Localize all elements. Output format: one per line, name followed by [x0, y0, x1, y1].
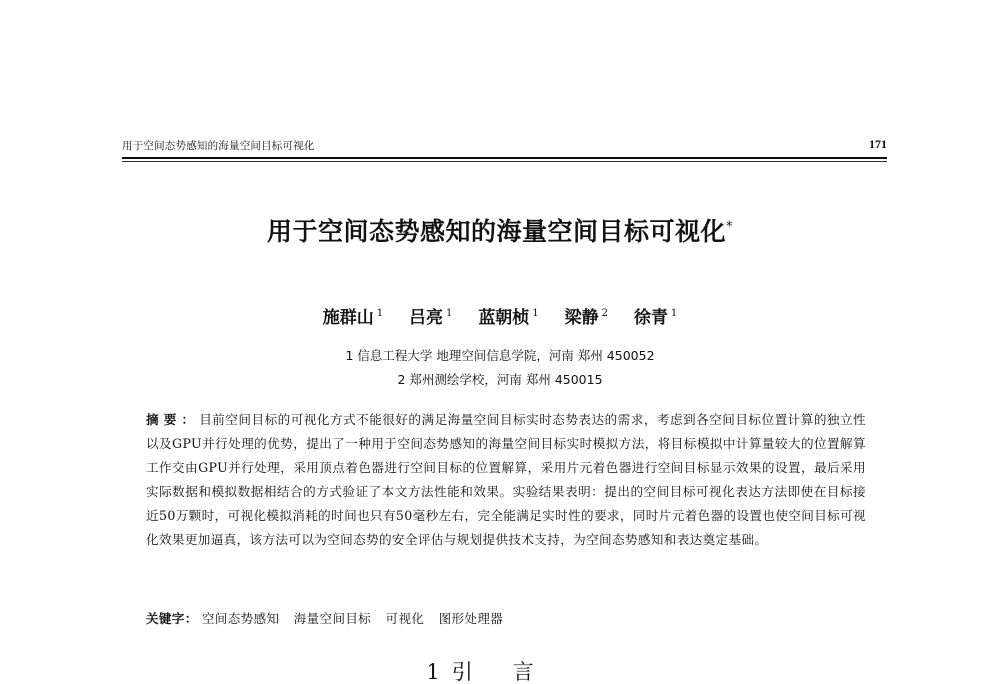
author	[478, 308, 538, 328]
keyword: 图形处理器	[438, 611, 504, 626]
author-affiliation-mark: 1	[446, 308, 453, 320]
author	[323, 308, 383, 328]
affiliation-2: 2 郑州测绘学校，河南 郑州 450015	[397, 372, 603, 387]
header-rule-thin	[122, 161, 887, 162]
keywords	[146, 609, 866, 627]
affiliation-1: 1 信息工程大学 地理空间信息学院，河南 郑州 450052	[345, 348, 655, 363]
abstract-text: 目前空间目标的可视化方式不能很好的满足海量空间目标实时态势表达的需求，考虑到各空间目标位置计算的独立性以及GPU并行处理的优势，提出了一种用于空间态势感知的海量空间目标实时模拟方法，将目标模拟中计算量较大的位置解算工作交由GPU并行处理，采用顶点着色器进行空间目标的位置解算，采用片元着色器进行空间目标显示效果的设置，最后采用实际数据和模拟数据相结合的方式验证了本文方法性能和效果。实验结果表明：提出的空间目标可视化表达方法即使在目标接近50万颗时，可视化模拟消耗的时间也只有50毫秒左右，完全能满足实时性的要求，同时片元着色器的设置也使空间目标可视化效果更加逼真，该方法可以为空间态势的安全评估与规划提供技术支持，为空间态势感知和表达奠定基础。	[146, 412, 866, 547]
keyword: 空间态势感知	[201, 611, 280, 626]
keyword: 海量空间目标	[293, 611, 372, 626]
section-heading	[0, 656, 1000, 684]
paper-title-text: 用于空间态势感知的海量空间目标可视化	[266, 217, 726, 246]
page-number: 171	[869, 137, 887, 151]
keywords-label: 关键字：	[146, 611, 198, 626]
author-name: 梁静	[564, 308, 599, 328]
keyword: 可视化	[385, 611, 425, 626]
author	[565, 308, 608, 328]
section-number: 1	[426, 660, 440, 684]
abstract-label: 摘要：	[146, 412, 200, 427]
abstract	[146, 408, 866, 551]
author-affiliation-mark: 1	[532, 308, 539, 320]
author-affiliation-mark: 2	[601, 308, 608, 320]
title-footnote-mark: *	[726, 219, 733, 235]
author-name: 蓝朝桢	[478, 308, 530, 328]
author	[634, 308, 677, 328]
author-affiliation-mark: 1	[376, 308, 384, 320]
author	[409, 308, 452, 328]
paper-title	[0, 212, 1000, 248]
author-list	[0, 303, 1000, 328]
section-title: 引言	[451, 660, 574, 684]
running-header	[122, 137, 887, 157]
running-title: 用于空间态势感知的海量空间目标可视化	[122, 140, 315, 152]
author-name: 施群山	[322, 308, 374, 328]
header-rule-thick	[122, 157, 887, 159]
author-affiliation-mark: 1	[670, 308, 678, 320]
author-name: 徐青	[633, 308, 668, 328]
author-name: 吕亮	[409, 308, 444, 328]
